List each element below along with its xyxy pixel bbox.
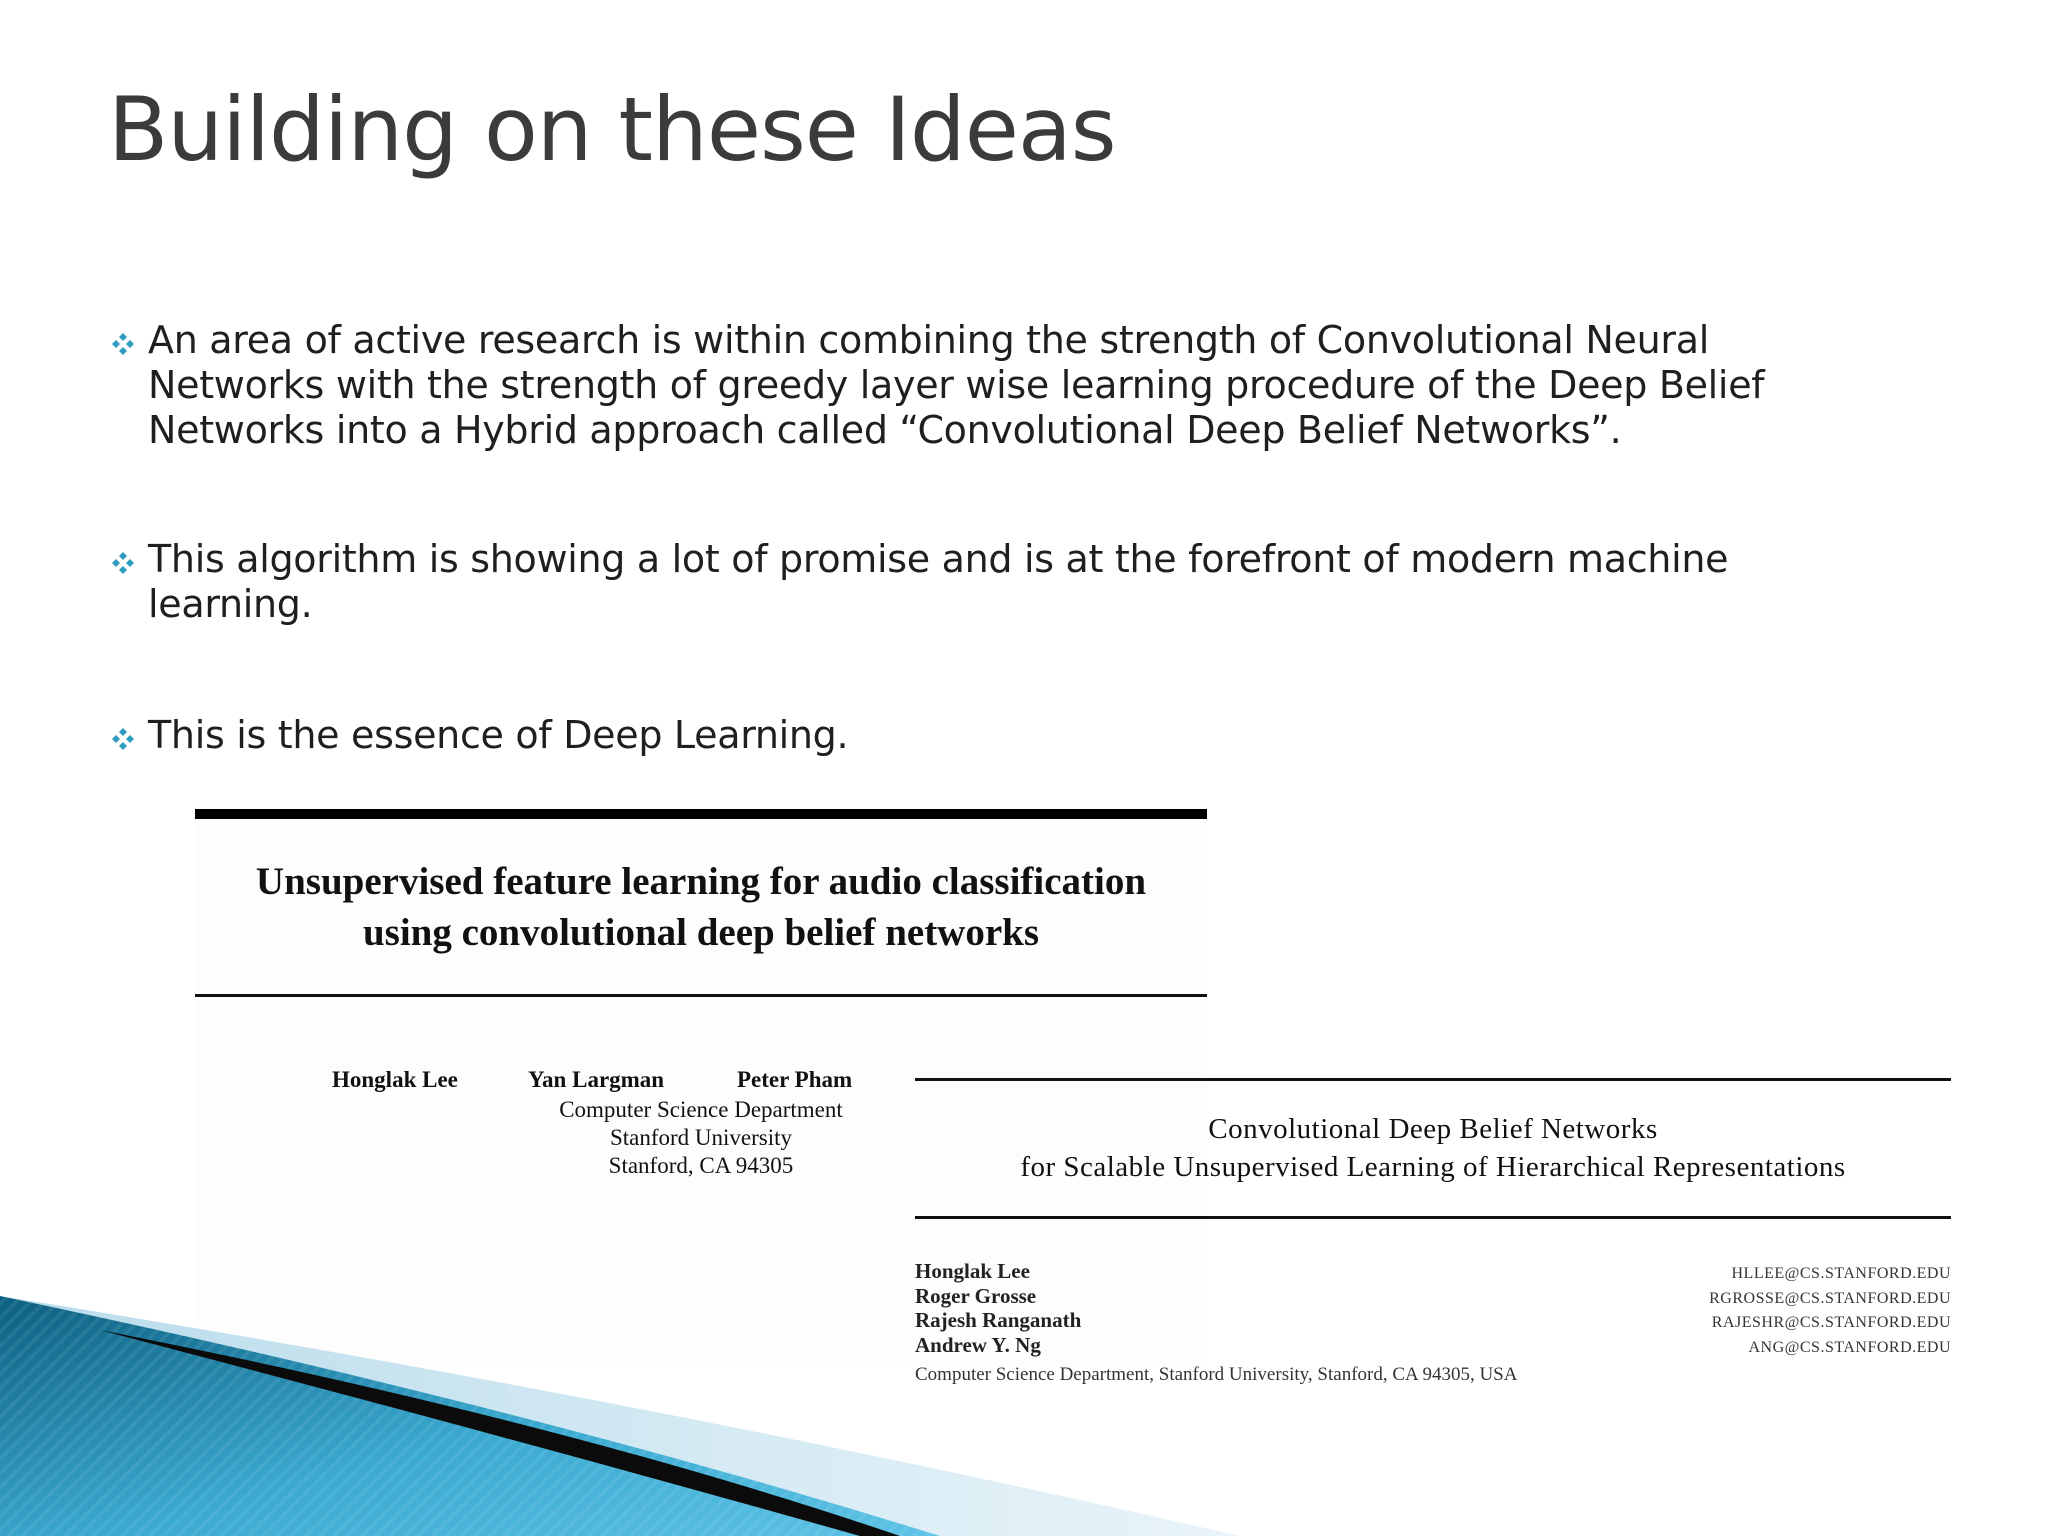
paper1-title-line: Unsupervised feature learning for audio classification bbox=[255, 860, 1147, 903]
paper1-affiliation-line: Stanford, CA 94305 bbox=[608, 1153, 794, 1178]
bullet-line: Networks into a Hybrid approach called “Convolutional Deep Belief Networks”. bbox=[148, 408, 1622, 452]
paper2-author: Andrew Y. Ng bbox=[915, 1332, 1041, 1357]
paper2-email: RGROSSE@CS.STANFORD.EDU bbox=[1709, 1289, 1951, 1307]
bullet-line: Networks with the strength of greedy layer wise learning procedure of the Deep Belief bbox=[148, 363, 1765, 407]
paper1-author: Peter Pham bbox=[737, 1067, 853, 1092]
bullet-line: learning. bbox=[148, 582, 313, 626]
paper2-bottom-rule bbox=[915, 1216, 1951, 1219]
bullet-line: An area of active research is within combining the strength of Convolutional Neural bbox=[148, 318, 1709, 362]
paper2-emails bbox=[1709, 1262, 1951, 1360]
paper2-authors bbox=[915, 1259, 1081, 1357]
paper1-affiliation-line: Stanford University bbox=[609, 1125, 793, 1150]
paper2-title-line: for Scalable Unsupervised Learning of Hierarchical Representations bbox=[1020, 1151, 1846, 1183]
paper2-email: HLLEE@CS.STANFORD.EDU bbox=[1731, 1265, 1951, 1282]
paper1-title-line: using convolutional deep belief networks bbox=[362, 911, 1040, 954]
paper2-affiliation: Computer Science Department, Stanford University, Stanford, CA 94305, USA bbox=[915, 1364, 1518, 1385]
paper2-top-rule bbox=[915, 1078, 1951, 1081]
paper1-author: Yan Largman bbox=[528, 1067, 665, 1092]
paper2-title-line: Convolutional Deep Belief Networks bbox=[1208, 1113, 1658, 1145]
paper1-author: Honglak Lee bbox=[332, 1067, 458, 1092]
bullet-line: This is the essence of Deep Learning. bbox=[148, 713, 849, 757]
bullet-line: This algorithm is showing a lot of promise and is at the forefront of modern machine bbox=[148, 537, 1729, 581]
paper2-title bbox=[915, 1110, 1951, 1186]
paper2-author: Rajesh Ranganath bbox=[915, 1308, 1082, 1332]
paper2-author: Honglak Lee bbox=[915, 1259, 1030, 1283]
paper2-email: ANG@CS.STANFORD.EDU bbox=[1748, 1338, 1951, 1356]
slide-title: Building on these Ideas bbox=[108, 78, 1116, 181]
paper2-email: RAJESHR@CS.STANFORD.EDU bbox=[1711, 1314, 1951, 1331]
paper2-author: Roger Grosse bbox=[915, 1283, 1037, 1308]
paper1-affiliation-line: Computer Science Department bbox=[559, 1097, 843, 1122]
